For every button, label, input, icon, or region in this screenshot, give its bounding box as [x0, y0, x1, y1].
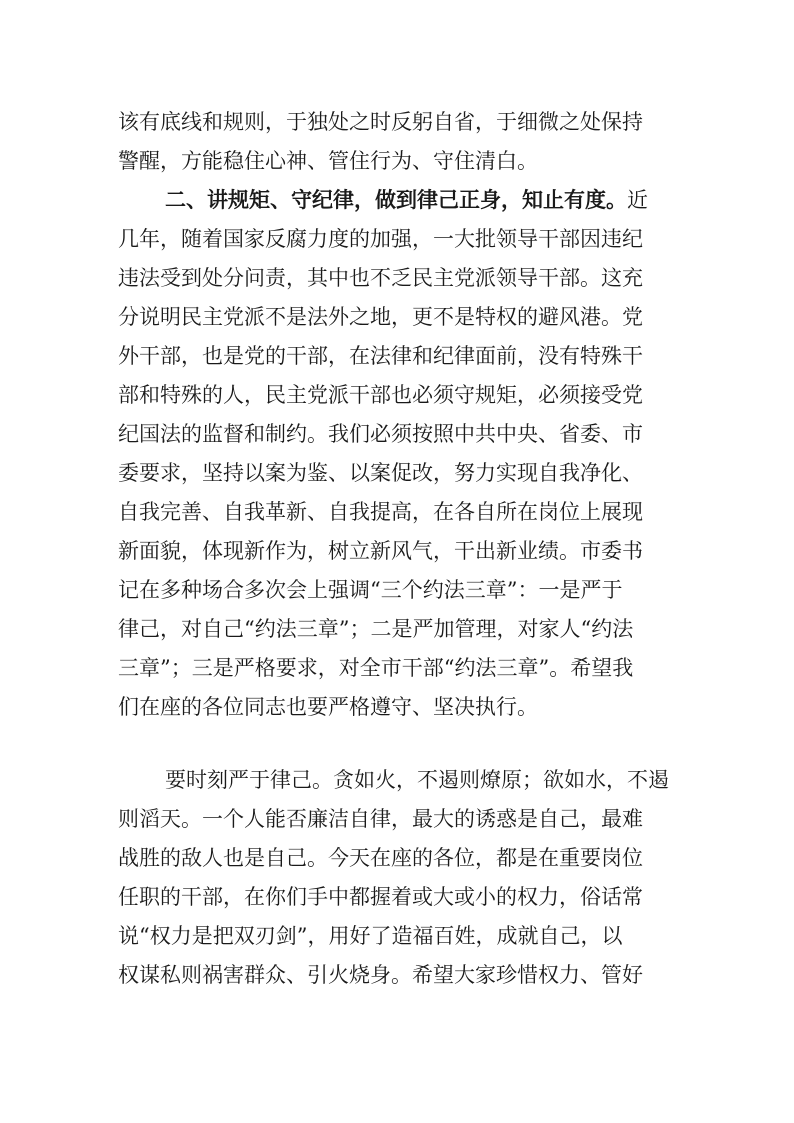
text-line-12 [118, 539, 643, 563]
text-line-15 [118, 656, 633, 680]
text-line-21 [118, 924, 622, 948]
line-text: 们在座的各位同志也要严格遵守、坚决执行。 [118, 695, 538, 719]
text-line-19 [118, 846, 643, 870]
line-text: 分说明民主党派不是法外之地，更不是特权的避风港。党 [118, 305, 643, 329]
line-text: 外干部，也是党的干部，在法律和纪律面前，没有特殊干 [118, 344, 643, 368]
text-line-2 [118, 149, 538, 173]
line-text: 几年，随着国家反腐力度的加强，一大批领导干部因违纪 [118, 227, 643, 251]
text-line-13 [118, 578, 622, 602]
line-text: 任职的干部，在你们手中都握着或大或小的权力，俗话常 [118, 885, 643, 909]
line-text: 违法受到处分问责，其中也不乏民主党派领导干部。这充 [118, 266, 643, 290]
paragraph-start-line [165, 768, 669, 792]
text-line-20 [118, 885, 643, 909]
text-line-8 [118, 383, 643, 407]
line-text: 新面貌，体现新作为，树立新风气，干出新业绩。市委书 [118, 539, 643, 563]
text-line-6 [118, 305, 643, 329]
text-line-22 [118, 963, 643, 987]
line-text: 委要求，坚持以案为鉴、以案促改，努力实现自我净化、 [118, 461, 643, 485]
text-line-9 [118, 422, 643, 446]
line-text: 权谋私则祸害群众、引火烧身。希望大家珍惜权力、管好 [118, 963, 643, 987]
text-line-16 [118, 695, 538, 719]
text-line-14 [118, 617, 633, 641]
line-text: 三章”；三是严格要求，对全市干部“约法三章”。希望我 [118, 656, 634, 680]
line-text: 记在多种场合多次会上强调“三个约法三章”：一是严于 [118, 578, 623, 602]
text-line-11 [118, 500, 643, 524]
line-text: 说“权力是把双刃剑”，用好了造福百姓，成就自己，以 [118, 924, 623, 948]
section-heading: 二、讲规矩、守纪律，做到律己正身，知止有度。 [165, 187, 627, 212]
line-text: 近 [627, 188, 648, 212]
line-text: 则滔天。一个人能否廉洁自律，最大的诱惑是自己，最难 [118, 807, 643, 831]
line-text: 部和特殊的人，民主党派干部也必须守规矩，必须接受党 [118, 383, 643, 407]
text-line-4 [118, 227, 643, 251]
line-text: 战胜的敌人也是自己。今天在座的各位，都是在重要岗位 [118, 846, 643, 870]
text-line-10 [118, 461, 643, 485]
text-line-5 [118, 266, 643, 290]
section-heading-line [165, 188, 648, 212]
line-text: 自我完善、自我革新、自我提高，在各自所在岗位上展现 [118, 500, 643, 524]
line-text: 纪国法的监督和制约。我们必须按照中共中央、省委、市 [118, 422, 643, 446]
line-text: 警醒，方能稳住心神、管住行为、守住清白。 [118, 149, 538, 173]
text-line-1 [118, 110, 643, 134]
line-text: 要时刻严于律己。贪如火，不遏则燎原；欲如水，不遏 [165, 768, 669, 792]
line-text: 该有底线和规则，于独处之时反躬自省，于细微之处保持 [118, 110, 643, 134]
line-text: 律己，对自己“约法三章”；二是严加管理，对家人“约法 [118, 617, 634, 641]
text-line-18 [118, 807, 643, 831]
text-line-7 [118, 344, 643, 368]
